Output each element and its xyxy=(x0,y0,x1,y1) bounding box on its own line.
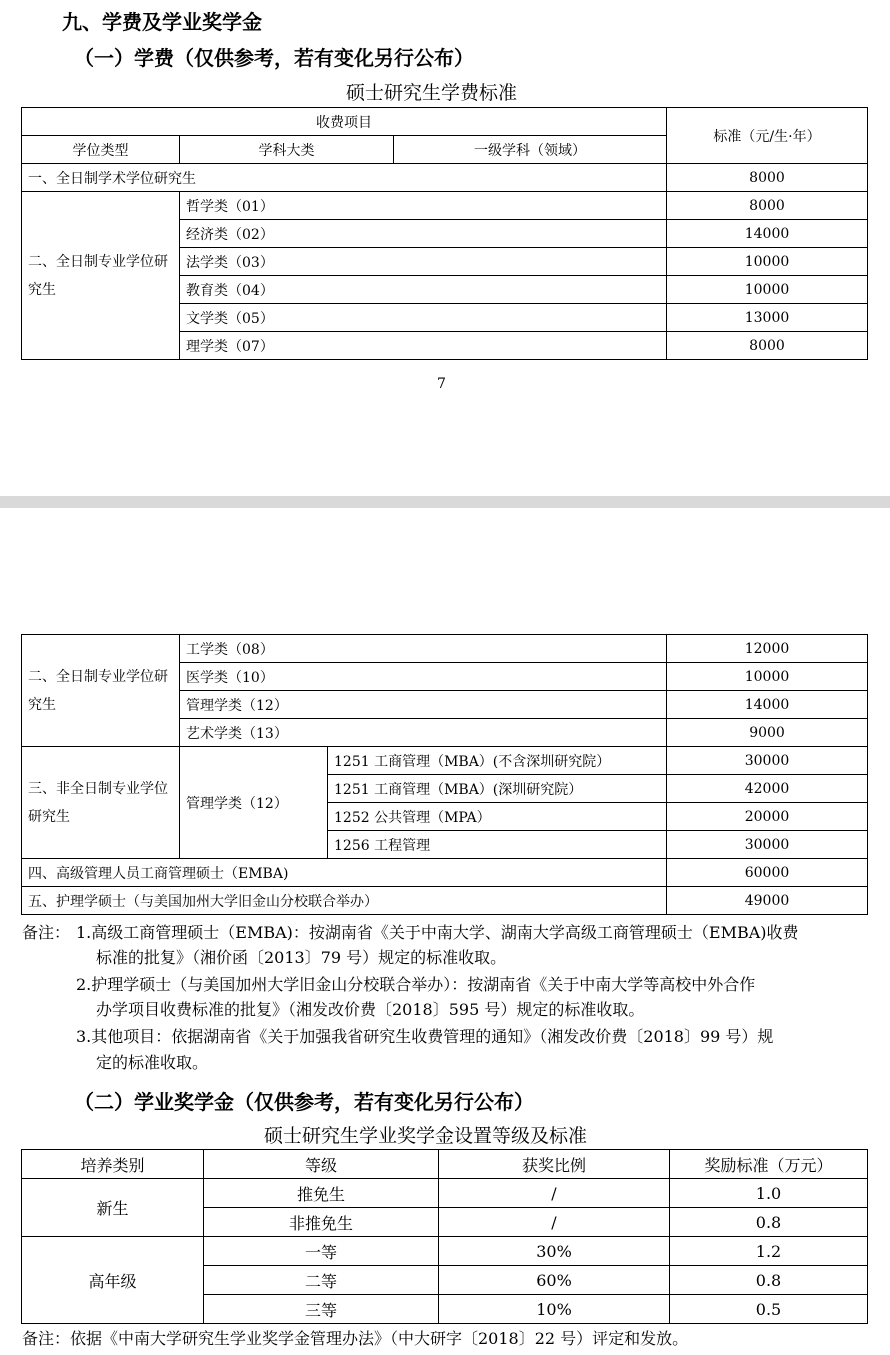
professional-degree-label: 二、全日制专业学位研究生 xyxy=(22,635,180,747)
part-time-degree-label: 三、非全日制专业学位研究生 xyxy=(22,747,180,859)
academic-degree-label: 一、全日制学术学位研究生 xyxy=(22,164,667,192)
field-cell: 1251 工商管理（MBA）(不含深圳研究院） xyxy=(328,747,667,775)
tuition-table-2 xyxy=(21,634,868,915)
note-1-line-2: 标准的批复》（湘价函〔2013〕79 号）规定的标准收取。 xyxy=(96,948,507,967)
fee-item-header: 收费项目 xyxy=(22,108,667,136)
fee-cell: 10000 xyxy=(667,276,868,304)
subject-cell: 医学类（10） xyxy=(180,663,667,691)
subject-cell: 教育类（04） xyxy=(180,276,667,304)
first-level-header: 一级学科（领域） xyxy=(394,136,667,164)
subject-cell: 法学类（03） xyxy=(180,248,667,276)
amount-cell: 1.2 xyxy=(670,1237,868,1266)
subject-cell: 理学类（07） xyxy=(180,332,667,360)
level-cell: 三等 xyxy=(204,1295,439,1324)
academic-fee: 8000 xyxy=(667,164,868,192)
ratio-cell: 60% xyxy=(439,1266,670,1295)
note-1-line-1: 1.高级工商管理硕士（EMBA)：按湖南省《关于中南大学、湖南大学高级工商管理硕士（EMBA)收费 xyxy=(76,923,799,942)
tuition-table-caption: 硕士研究生学费标准 xyxy=(346,82,518,104)
subject-cell: 艺术学类（13） xyxy=(180,719,667,747)
discipline-header: 学科大类 xyxy=(180,136,394,164)
scholarship-table xyxy=(21,1149,868,1324)
tuition-subtitle: （一）学费（仅供参考，若有变化另行公布） xyxy=(74,46,474,70)
field-cell: 1252 公共管理（MPA） xyxy=(328,803,667,831)
fee-cell: 14000 xyxy=(667,691,868,719)
level-cell: 推免生 xyxy=(204,1179,439,1208)
standard-header: 标准（元/生·年） xyxy=(667,108,868,164)
emba-fee: 60000 xyxy=(667,859,868,887)
fee-cell: 8000 xyxy=(667,332,868,360)
amount-cell: 0.8 xyxy=(670,1266,868,1295)
fee-cell: 30000 xyxy=(667,747,868,775)
note-2-line-1: 2.护理学硕士（与美国加州大学旧金山分校联合举办）：按湖南省《关于中南大学等高校中外合作 xyxy=(76,975,756,994)
subject-cell: 工学类（08） xyxy=(180,635,667,663)
note-3-line-2: 定的标准收取。 xyxy=(96,1053,209,1072)
subject-cell: 文学类（05） xyxy=(180,304,667,332)
professional-degree-label: 二、全日制专业学位研究生 xyxy=(22,192,180,360)
emba-label: 四、高级管理人员工商管理硕士（EMBA) xyxy=(22,859,667,887)
subject-cell: 管理学类（12） xyxy=(180,691,667,719)
fee-cell: 10000 xyxy=(667,248,868,276)
note-3-line-1: 3.其他项目：依据湖南省《关于加强我省研究生收费管理的通知》（湘发改价费〔2018〕99 号）规 xyxy=(76,1027,774,1046)
fee-cell: 12000 xyxy=(667,635,868,663)
amount-cell: 1.0 xyxy=(670,1179,868,1208)
ratio-cell: 10% xyxy=(439,1295,670,1324)
scholarship-table-caption: 硕士研究生学业奖学金设置等级及标准 xyxy=(264,1125,588,1147)
amount-header: 奖励标准（万元） xyxy=(670,1150,868,1179)
page-number: 7 xyxy=(437,376,446,392)
fee-cell: 9000 xyxy=(667,719,868,747)
field-cell: 1256 工程管理 xyxy=(328,831,667,859)
level-cell: 二等 xyxy=(204,1266,439,1295)
ratio-cell: / xyxy=(439,1208,670,1237)
fee-cell: 14000 xyxy=(667,220,868,248)
nursing-label: 五、护理学硕士（与美国加州大学旧金山分校联合举办） xyxy=(22,887,667,915)
level-header: 等级 xyxy=(204,1150,439,1179)
section-title: 九、学费及学业奖学金 xyxy=(62,10,262,34)
ratio-cell: / xyxy=(439,1179,670,1208)
amount-cell: 0.8 xyxy=(670,1208,868,1237)
fee-cell: 30000 xyxy=(667,831,868,859)
field-cell: 1251 工商管理（MBA）(深圳研究院） xyxy=(328,775,667,803)
amount-cell: 0.5 xyxy=(670,1295,868,1324)
subject-cell: 经济类（02） xyxy=(180,220,667,248)
ratio-header: 获奖比例 xyxy=(439,1150,670,1179)
new-student-label: 新生 xyxy=(22,1179,204,1237)
tuition-table-1 xyxy=(21,107,868,360)
fee-cell: 20000 xyxy=(667,803,868,831)
level-cell: 非推免生 xyxy=(204,1208,439,1237)
notes-prefix: 备注： xyxy=(22,923,71,942)
footer-note: 备注：依据《中南大学研究生学业奖学金管理办法》（中大研字〔2018〕22 号）评定和发放。 xyxy=(22,1329,689,1348)
note-2-line-2: 办学项目收费标准的批复》（湘发改价费〔2018〕595 号）规定的标准收取。 xyxy=(96,1000,645,1019)
fee-cell: 10000 xyxy=(667,663,868,691)
fee-cell: 8000 xyxy=(667,192,868,220)
level-cell: 一等 xyxy=(204,1237,439,1266)
scholarship-subtitle: （二）学业奖学金（仅供参考，若有变化另行公布） xyxy=(74,1090,534,1114)
nursing-fee: 49000 xyxy=(667,887,868,915)
ratio-cell: 30% xyxy=(439,1237,670,1266)
degree-type-header: 学位类型 xyxy=(22,136,180,164)
senior-student-label: 高年级 xyxy=(22,1237,204,1324)
fee-cell: 42000 xyxy=(667,775,868,803)
part-time-discipline: 管理学类（12） xyxy=(180,747,328,859)
category-header: 培养类别 xyxy=(22,1150,204,1179)
fee-cell: 13000 xyxy=(667,304,868,332)
subject-cell: 哲学类（01） xyxy=(180,192,667,220)
page-break-divider xyxy=(0,496,890,508)
